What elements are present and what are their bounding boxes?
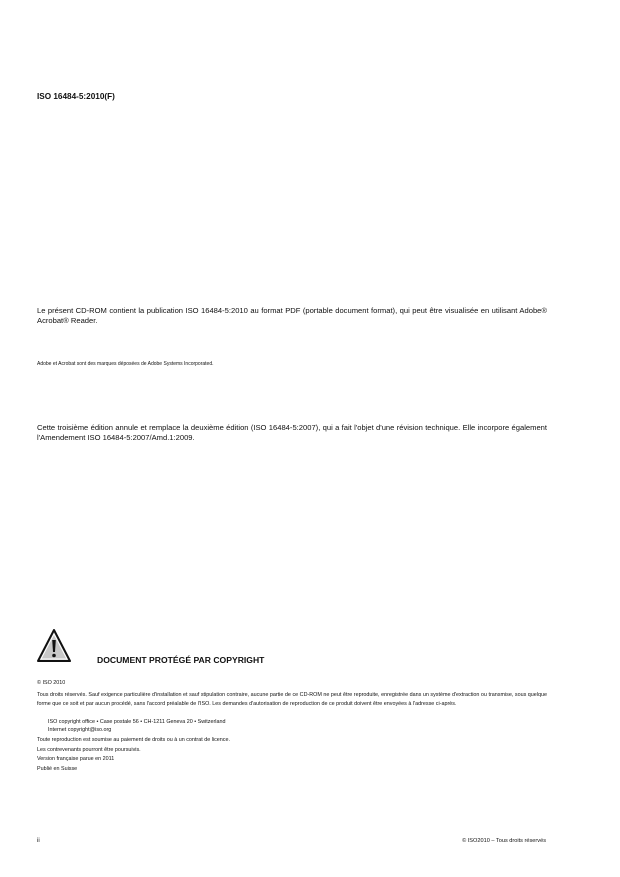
published-line: Publié en Suisse [37, 766, 78, 772]
edition-paragraph: Cette troisième édition annule et remplace la deuxième édition (ISO 16484-5:2007), qui a fait l'objet d'une révision technique. Elle incorpore également l'Amendement ISO 16484-5:2007/Amd.1:2009. [37, 423, 547, 442]
copyright-heading: DOCUMENT PROTÉGÉ PAR COPYRIGHT [97, 655, 265, 665]
warning-triangle-icon [36, 628, 72, 664]
cdrom-paragraph: Le présent CD-ROM contient la publication ISO 16484-5:2010 au format PDF (portable document format), qui peut être visualisée en utilisant Adobe® Acrobat® Reader. [37, 306, 547, 325]
license-line: Toute reproduction est soumise au paiement de droits ou à un contrat de licence. [37, 737, 230, 743]
document-id-header: ISO 16484-5:2010(F) [37, 92, 115, 101]
copyright-address-block [48, 718, 225, 734]
page-number: ii [37, 838, 40, 844]
copyright-notice: © ISO 2010 [37, 680, 66, 686]
trademark-note: Adobe et Acrobat sont des marques déposées de Adobe Systems Incorporated. [37, 361, 214, 367]
copyright-text: Tous droits réservés. Sauf exigence particulière d'installation et sauf stipulation contraire, aucune partie de ce CD-ROM ne peut être reproduite, enregistrée dans un système d'extraction ou transmise, sous quelque forme que ce soit et par aucun procédé, sans l'accord préalable de l'ISO. Les demandes d'autorisation de reproduction de ce produit doivent être envoyées à l'adresse ci-après. [37, 692, 547, 707]
infringement-line: Les contrevenants pourront être poursuivis. [37, 747, 141, 753]
copyright-address: ISO copyright office • Case postale 56 • CH-1211 Geneva 20 • Switzerland [48, 719, 226, 725]
copyright-internet: Internet copyright@iso.org [48, 727, 112, 733]
version-line: Version française parue en 2011 [37, 756, 115, 762]
footer-rights: © ISO2010 – Tous droits réservés [462, 838, 546, 844]
